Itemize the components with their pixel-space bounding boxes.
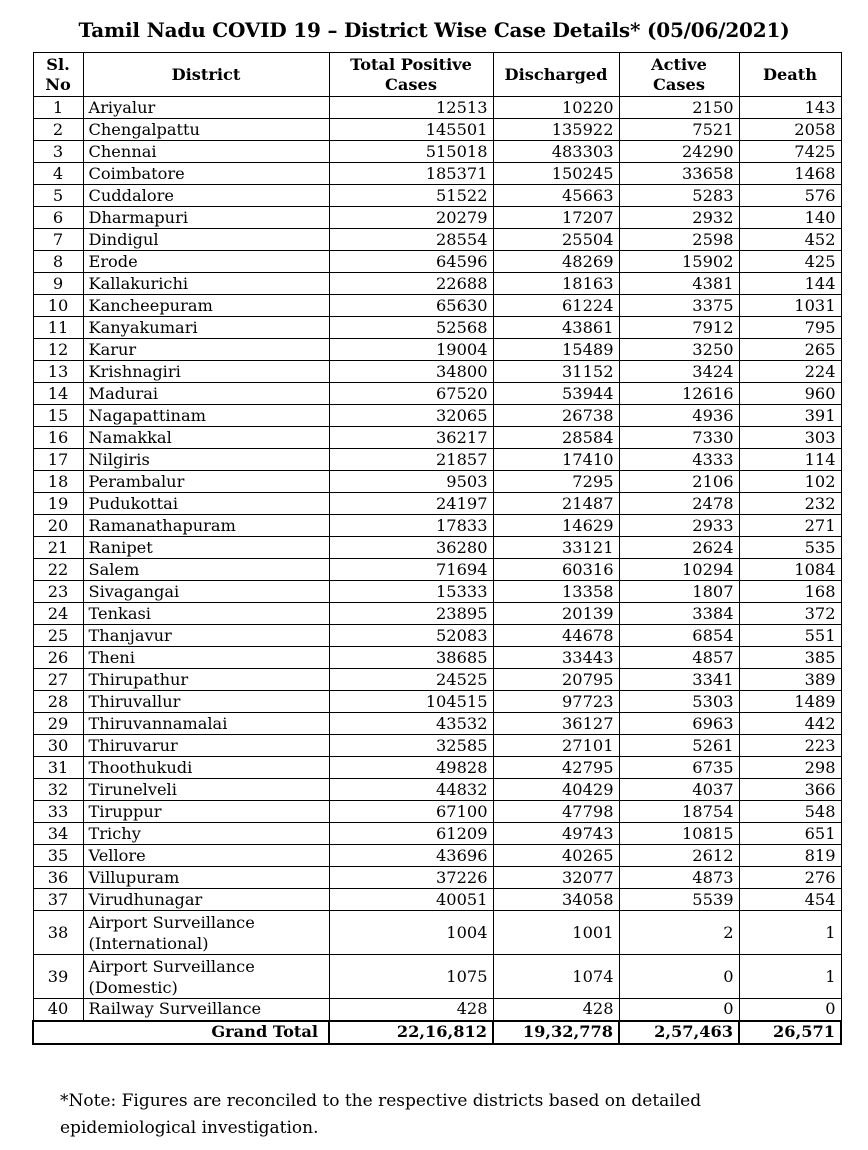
cell-total-positive: 67520 [329, 383, 493, 405]
table-row [33, 163, 841, 185]
cell-total-positive: 28554 [329, 229, 493, 251]
cell-sl-no: 27 [33, 669, 83, 691]
header-total-positive-cases: Total Positive Cases [329, 53, 493, 97]
cell-sl-no: 18 [33, 471, 83, 493]
cell-sl-no: 26 [33, 647, 83, 669]
cell-sl-no: 22 [33, 559, 83, 581]
cell-active: 15902 [619, 251, 739, 273]
cell-total-positive: 34800 [329, 361, 493, 383]
table-row [33, 801, 841, 823]
cell-district: Karur [83, 339, 329, 361]
cell-death: 548 [739, 801, 841, 823]
table-row [33, 207, 841, 229]
cell-discharged: 135922 [493, 119, 619, 141]
cell-sl-no: 17 [33, 449, 83, 471]
cell-total-positive: 64596 [329, 251, 493, 273]
cell-active: 3375 [619, 295, 739, 317]
cell-total-positive: 9503 [329, 471, 493, 493]
cell-sl-no: 35 [33, 845, 83, 867]
cell-discharged: 40429 [493, 779, 619, 801]
cell-total-positive: 43532 [329, 713, 493, 735]
cell-total-positive: 515018 [329, 141, 493, 163]
cell-sl-no: 8 [33, 251, 83, 273]
cell-total-positive: 40051 [329, 889, 493, 911]
cell-death: 651 [739, 823, 841, 845]
cell-death: 168 [739, 581, 841, 603]
cell-district: Madurai [83, 383, 329, 405]
cell-sl-no: 38 [33, 911, 83, 955]
cell-sl-no: 28 [33, 691, 83, 713]
cell-discharged: 17207 [493, 207, 619, 229]
cell-district: Dindigul [83, 229, 329, 251]
cell-discharged: 33443 [493, 647, 619, 669]
table-row [33, 823, 841, 845]
cell-active: 0 [619, 955, 739, 999]
table-row [33, 845, 841, 867]
cell-total-positive: 145501 [329, 119, 493, 141]
cell-discharged: 49743 [493, 823, 619, 845]
cell-district: Kancheepuram [83, 295, 329, 317]
cell-death: 389 [739, 669, 841, 691]
header-district: District [83, 53, 329, 97]
cell-discharged: 33121 [493, 537, 619, 559]
cell-death: 576 [739, 185, 841, 207]
cell-district: Kallakurichi [83, 273, 329, 295]
cell-death: 1 [739, 911, 841, 955]
cell-district: Airport Surveillance (International) [83, 911, 329, 955]
cell-death: 391 [739, 405, 841, 427]
table-row [33, 141, 841, 163]
cell-district: Ariyalur [83, 97, 329, 119]
grand-total-active: 2,57,463 [619, 1021, 739, 1044]
cell-sl-no: 39 [33, 955, 83, 999]
cell-total-positive: 1004 [329, 911, 493, 955]
cell-active: 3424 [619, 361, 739, 383]
cell-active: 4333 [619, 449, 739, 471]
cell-sl-no: 10 [33, 295, 83, 317]
page-title: Tamil Nadu COVID 19 – District Wise Case Details* (05/06/2021) [78, 18, 790, 42]
cell-death: 232 [739, 493, 841, 515]
table-row [33, 625, 841, 647]
cell-sl-no: 3 [33, 141, 83, 163]
table-row [33, 713, 841, 735]
cell-sl-no: 20 [33, 515, 83, 537]
cell-active: 1807 [619, 581, 739, 603]
cell-sl-no: 30 [33, 735, 83, 757]
cell-discharged: 97723 [493, 691, 619, 713]
table-row [33, 383, 841, 405]
cell-active: 4857 [619, 647, 739, 669]
cell-discharged: 10220 [493, 97, 619, 119]
table-body [33, 97, 841, 1021]
cell-total-positive: 65630 [329, 295, 493, 317]
cell-discharged: 15489 [493, 339, 619, 361]
cell-total-positive: 32065 [329, 405, 493, 427]
cell-death: 140 [739, 207, 841, 229]
cell-death: 1031 [739, 295, 841, 317]
cell-district: Tirunelveli [83, 779, 329, 801]
cell-total-positive: 36280 [329, 537, 493, 559]
cell-sl-no: 15 [33, 405, 83, 427]
cell-death: 551 [739, 625, 841, 647]
cell-death: 223 [739, 735, 841, 757]
cell-sl-no: 25 [33, 625, 83, 647]
cell-district: Cuddalore [83, 185, 329, 207]
table-row [33, 603, 841, 625]
cell-death: 1489 [739, 691, 841, 713]
cell-discharged: 61224 [493, 295, 619, 317]
table-row [33, 889, 841, 911]
cell-active: 5261 [619, 735, 739, 757]
table-row [33, 273, 841, 295]
cell-death: 0 [739, 999, 841, 1021]
cell-district: Perambalur [83, 471, 329, 493]
table-row [33, 559, 841, 581]
cell-active: 5303 [619, 691, 739, 713]
table-row [33, 449, 841, 471]
cell-active: 2624 [619, 537, 739, 559]
table-row [33, 361, 841, 383]
cell-active: 10294 [619, 559, 739, 581]
cell-active: 12616 [619, 383, 739, 405]
cell-total-positive: 12513 [329, 97, 493, 119]
cell-sl-no: 16 [33, 427, 83, 449]
cell-district: Chennai [83, 141, 329, 163]
cell-death: 271 [739, 515, 841, 537]
cell-discharged: 40265 [493, 845, 619, 867]
cell-district: Trichy [83, 823, 329, 845]
cell-total-positive: 51522 [329, 185, 493, 207]
cell-sl-no: 29 [33, 713, 83, 735]
cell-total-positive: 17833 [329, 515, 493, 537]
cell-total-positive: 43696 [329, 845, 493, 867]
cell-discharged: 428 [493, 999, 619, 1021]
cell-total-positive: 24197 [329, 493, 493, 515]
cell-total-positive: 38685 [329, 647, 493, 669]
cell-district: Kanyakumari [83, 317, 329, 339]
cell-district: Erode [83, 251, 329, 273]
table-row [33, 405, 841, 427]
cell-death: 372 [739, 603, 841, 625]
cell-sl-no: 32 [33, 779, 83, 801]
cell-discharged: 1001 [493, 911, 619, 955]
cell-district: Railway Surveillance [83, 999, 329, 1021]
cell-discharged: 20795 [493, 669, 619, 691]
table-row [33, 251, 841, 273]
header-death: Death [739, 53, 841, 97]
cell-district: Chengalpattu [83, 119, 329, 141]
table-row [33, 735, 841, 757]
table-row [33, 493, 841, 515]
cell-active: 4873 [619, 867, 739, 889]
cell-sl-no: 14 [33, 383, 83, 405]
cell-district: Namakkal [83, 427, 329, 449]
cell-discharged: 1074 [493, 955, 619, 999]
cell-active: 7912 [619, 317, 739, 339]
cell-district: Thirupathur [83, 669, 329, 691]
grand-total-row [33, 1021, 841, 1044]
cell-sl-no: 11 [33, 317, 83, 339]
cell-sl-no: 31 [33, 757, 83, 779]
cell-total-positive: 52083 [329, 625, 493, 647]
cell-active: 4936 [619, 405, 739, 427]
table-row [33, 229, 841, 251]
table-row [33, 97, 841, 119]
cell-sl-no: 13 [33, 361, 83, 383]
cell-death: 114 [739, 449, 841, 471]
cell-discharged: 25504 [493, 229, 619, 251]
cell-district: Sivagangai [83, 581, 329, 603]
cell-district: Thoothukudi [83, 757, 329, 779]
cell-district: Nilgiris [83, 449, 329, 471]
grand-total-discharged: 19,32,778 [493, 1021, 619, 1044]
cell-death: 385 [739, 647, 841, 669]
cell-discharged: 483303 [493, 141, 619, 163]
cell-sl-no: 24 [33, 603, 83, 625]
cell-discharged: 34058 [493, 889, 619, 911]
cell-district: Airport Surveillance (Domestic) [83, 955, 329, 999]
cell-active: 2598 [619, 229, 739, 251]
cell-death: 425 [739, 251, 841, 273]
cell-district: Nagapattinam [83, 405, 329, 427]
header-active-cases: Active Cases [619, 53, 739, 97]
district-case-table [32, 52, 842, 1045]
cell-district: Thanjavur [83, 625, 329, 647]
cell-sl-no: 19 [33, 493, 83, 515]
cell-active: 5539 [619, 889, 739, 911]
cell-death: 144 [739, 273, 841, 295]
cell-active: 3250 [619, 339, 739, 361]
cell-district: Thiruvarur [83, 735, 329, 757]
cell-death: 1 [739, 955, 841, 999]
cell-total-positive: 61209 [329, 823, 493, 845]
cell-total-positive: 104515 [329, 691, 493, 713]
cell-active: 2 [619, 911, 739, 955]
cell-discharged: 48269 [493, 251, 619, 273]
cell-discharged: 36127 [493, 713, 619, 735]
cell-total-positive: 67100 [329, 801, 493, 823]
cell-district: Tenkasi [83, 603, 329, 625]
table-row [33, 779, 841, 801]
cell-total-positive: 52568 [329, 317, 493, 339]
cell-district: Thiruvallur [83, 691, 329, 713]
cell-discharged: 60316 [493, 559, 619, 581]
cell-active: 10815 [619, 823, 739, 845]
table-row [33, 647, 841, 669]
cell-active: 6854 [619, 625, 739, 647]
cell-total-positive: 185371 [329, 163, 493, 185]
cell-total-positive: 49828 [329, 757, 493, 779]
table-header-row [33, 53, 841, 97]
cell-death: 265 [739, 339, 841, 361]
cell-active: 2932 [619, 207, 739, 229]
cell-death: 366 [739, 779, 841, 801]
table-row [33, 537, 841, 559]
cell-active: 4381 [619, 273, 739, 295]
cell-sl-no: 40 [33, 999, 83, 1021]
cell-death: 298 [739, 757, 841, 779]
cell-discharged: 21487 [493, 493, 619, 515]
table-row [33, 317, 841, 339]
header-sl-no: Sl. No [33, 53, 83, 97]
cell-total-positive: 44832 [329, 779, 493, 801]
table-row [33, 339, 841, 361]
table-row [33, 911, 841, 955]
cell-discharged: 44678 [493, 625, 619, 647]
cell-district: Virudhunagar [83, 889, 329, 911]
table-row [33, 867, 841, 889]
cell-active: 7521 [619, 119, 739, 141]
cell-total-positive: 20279 [329, 207, 493, 229]
cell-death: 442 [739, 713, 841, 735]
cell-sl-no: 21 [33, 537, 83, 559]
cell-discharged: 14629 [493, 515, 619, 537]
cell-death: 454 [739, 889, 841, 911]
table-row [33, 669, 841, 691]
cell-sl-no: 33 [33, 801, 83, 823]
cell-district: Dharmapuri [83, 207, 329, 229]
cell-total-positive: 71694 [329, 559, 493, 581]
cell-district: Krishnagiri [83, 361, 329, 383]
cell-active: 4037 [619, 779, 739, 801]
cell-total-positive: 428 [329, 999, 493, 1021]
cell-active: 3384 [619, 603, 739, 625]
table-row [33, 999, 841, 1021]
table-row [33, 955, 841, 999]
cell-active: 7330 [619, 427, 739, 449]
cell-total-positive: 1075 [329, 955, 493, 999]
cell-total-positive: 36217 [329, 427, 493, 449]
table-row [33, 515, 841, 537]
cell-district: Villupuram [83, 867, 329, 889]
cell-sl-no: 23 [33, 581, 83, 603]
cell-death: 303 [739, 427, 841, 449]
cell-death: 452 [739, 229, 841, 251]
cell-sl-no: 36 [33, 867, 83, 889]
cell-district: Ramanathapuram [83, 515, 329, 537]
cell-discharged: 43861 [493, 317, 619, 339]
table-row [33, 471, 841, 493]
cell-active: 3341 [619, 669, 739, 691]
cell-sl-no: 5 [33, 185, 83, 207]
cell-sl-no: 9 [33, 273, 83, 295]
cell-district: Tiruppur [83, 801, 329, 823]
cell-death: 2058 [739, 119, 841, 141]
cell-sl-no: 12 [33, 339, 83, 361]
cell-active: 6735 [619, 757, 739, 779]
cell-discharged: 31152 [493, 361, 619, 383]
cell-total-positive: 22688 [329, 273, 493, 295]
cell-total-positive: 23895 [329, 603, 493, 625]
cell-active: 2612 [619, 845, 739, 867]
cell-death: 143 [739, 97, 841, 119]
cell-district: Theni [83, 647, 329, 669]
cell-death: 224 [739, 361, 841, 383]
cell-death: 7425 [739, 141, 841, 163]
cell-total-positive: 21857 [329, 449, 493, 471]
cell-sl-no: 7 [33, 229, 83, 251]
cell-discharged: 26738 [493, 405, 619, 427]
cell-sl-no: 1 [33, 97, 83, 119]
cell-active: 2478 [619, 493, 739, 515]
cell-discharged: 53944 [493, 383, 619, 405]
cell-discharged: 28584 [493, 427, 619, 449]
cell-total-positive: 24525 [329, 669, 493, 691]
cell-district: Ranipet [83, 537, 329, 559]
cell-discharged: 47798 [493, 801, 619, 823]
cell-total-positive: 37226 [329, 867, 493, 889]
table-row [33, 185, 841, 207]
cell-sl-no: 37 [33, 889, 83, 911]
table-row [33, 427, 841, 449]
cell-active: 5283 [619, 185, 739, 207]
cell-active: 2106 [619, 471, 739, 493]
cell-active: 0 [619, 999, 739, 1021]
cell-active: 6963 [619, 713, 739, 735]
cell-death: 1468 [739, 163, 841, 185]
cell-death: 795 [739, 317, 841, 339]
cell-discharged: 42795 [493, 757, 619, 779]
cell-sl-no: 6 [33, 207, 83, 229]
cell-discharged: 45663 [493, 185, 619, 207]
cell-death: 276 [739, 867, 841, 889]
cell-total-positive: 15333 [329, 581, 493, 603]
cell-active: 33658 [619, 163, 739, 185]
cell-total-positive: 32585 [329, 735, 493, 757]
footnote: *Note: Figures are reconciled to the respective districts based on detailed epidemiological investigation. [60, 1091, 702, 1138]
table-row [33, 691, 841, 713]
cell-discharged: 18163 [493, 273, 619, 295]
grand-total-positive: 22,16,812 [329, 1021, 493, 1044]
table-row [33, 581, 841, 603]
cell-active: 2933 [619, 515, 739, 537]
cell-discharged: 150245 [493, 163, 619, 185]
cell-active: 18754 [619, 801, 739, 823]
cell-active: 2150 [619, 97, 739, 119]
cell-sl-no: 4 [33, 163, 83, 185]
cell-discharged: 17410 [493, 449, 619, 471]
cell-death: 535 [739, 537, 841, 559]
cell-sl-no: 34 [33, 823, 83, 845]
cell-death: 960 [739, 383, 841, 405]
grand-total-death: 26,571 [739, 1021, 841, 1044]
cell-total-positive: 19004 [329, 339, 493, 361]
cell-district: Salem [83, 559, 329, 581]
cell-discharged: 13358 [493, 581, 619, 603]
cell-district: Vellore [83, 845, 329, 867]
table-row [33, 119, 841, 141]
grand-total-label: Grand Total [33, 1021, 329, 1044]
cell-district: Pudukottai [83, 493, 329, 515]
cell-district: Thiruvannamalai [83, 713, 329, 735]
cell-death: 1084 [739, 559, 841, 581]
cell-discharged: 27101 [493, 735, 619, 757]
cell-death: 102 [739, 471, 841, 493]
cell-district: Coimbatore [83, 163, 329, 185]
cell-discharged: 32077 [493, 867, 619, 889]
cell-sl-no: 2 [33, 119, 83, 141]
table-row [33, 295, 841, 317]
cell-discharged: 20139 [493, 603, 619, 625]
cell-discharged: 7295 [493, 471, 619, 493]
table-row [33, 757, 841, 779]
cell-active: 24290 [619, 141, 739, 163]
header-discharged: Discharged [493, 53, 619, 97]
cell-death: 819 [739, 845, 841, 867]
